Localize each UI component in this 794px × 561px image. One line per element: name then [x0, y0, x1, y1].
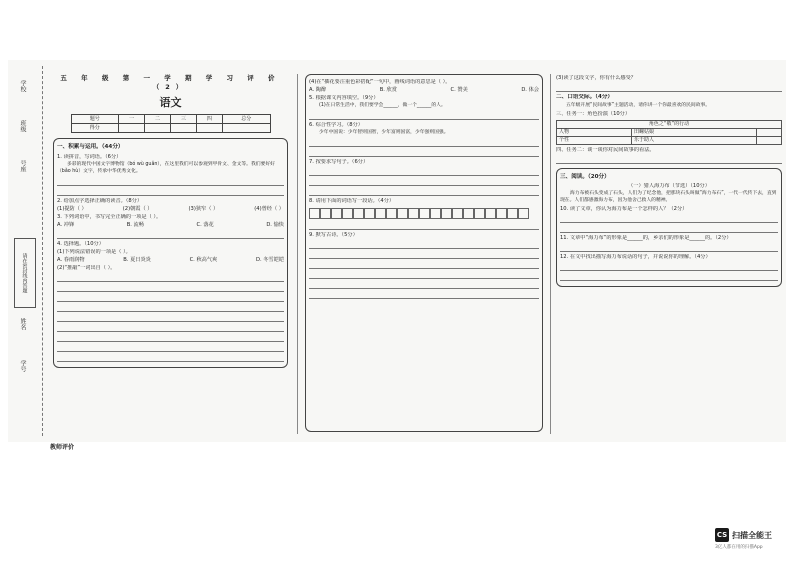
reading-title: （一）猎人海力布（节选）（10分）	[628, 183, 710, 190]
section-3-title: 三、阅读。（20分）	[560, 173, 610, 180]
option[interactable]: A. 陶醉	[309, 87, 327, 94]
answer-line[interactable]	[560, 244, 778, 252]
question-3-options	[57, 222, 284, 229]
answer-line[interactable]	[309, 281, 539, 289]
answer-line[interactable]	[309, 222, 539, 230]
reading-passage: 海力布被石头变成了石头，人们为了纪念他，把那块石头叫做“海力布石”，一代一代传下去，直到现在。人们都感激海力布，因为他舍己救人的精神。	[560, 191, 777, 204]
question-1: 1. 读拼音，写词语。（6分）	[57, 153, 122, 160]
answer-line[interactable]	[57, 294, 284, 302]
answer-line[interactable]	[57, 314, 284, 322]
column-3	[556, 74, 782, 436]
watermark-name: 扫描全能王	[732, 530, 772, 540]
question-15: 10. 读了文章，你认为海力布是一个怎样的人？（2分）	[560, 206, 688, 213]
table-cell: 个性	[557, 136, 632, 144]
score-cell: 一	[119, 115, 145, 124]
score-cell	[145, 124, 171, 133]
section-oral-title: 二、口语交际。（4分）	[556, 94, 614, 101]
question-8: 7. 按要求写句子。（6分）	[309, 158, 369, 165]
option[interactable]: (4)曾经（ ）	[254, 205, 284, 212]
answer-line[interactable]	[57, 231, 284, 239]
answer-line[interactable]	[560, 225, 778, 233]
table-cell[interactable]	[756, 136, 781, 144]
answer-line[interactable]	[57, 304, 284, 312]
score-cell: 三	[170, 115, 196, 124]
score-cell	[222, 124, 270, 133]
answer-line[interactable]	[309, 149, 539, 157]
score-cell: 总分	[222, 115, 270, 124]
answer-line[interactable]	[309, 112, 539, 120]
side-label-school: 学校	[19, 80, 26, 92]
question-4: 4. 选择题。（10分）	[57, 240, 104, 247]
question-17: 12. 在文中找出描写海力布说话的句子，并说说你的理解。（4分）	[560, 254, 711, 261]
question-2-items	[57, 206, 284, 213]
option[interactable]: A. 冲锋	[57, 221, 75, 228]
answer-line[interactable]	[309, 251, 539, 259]
question-10: 9. 默写古诗。（5分）	[309, 232, 358, 238]
question-4-2: (2)“推敲”一词出自（ ）。	[57, 264, 116, 271]
score-table	[71, 114, 271, 133]
option[interactable]: A. 春雨润物	[57, 256, 85, 263]
side-label-seat: 号座	[19, 160, 26, 172]
question-14: 四、任务二：谈一谈你对民间故事的看法。	[556, 146, 655, 153]
character-table	[556, 120, 782, 145]
answer-line[interactable]	[57, 354, 284, 362]
answer-line[interactable]	[57, 324, 284, 332]
side-label-number: 学号	[19, 360, 26, 372]
score-cell: 得分	[71, 124, 119, 133]
option[interactable]: C. 落花	[196, 221, 214, 228]
section-1	[53, 138, 288, 368]
answer-line[interactable]	[309, 168, 539, 176]
character-table-header: 角色之“敬”的行动	[557, 120, 782, 128]
column-divider	[297, 74, 298, 434]
question-11: (3)读了这段文字，你有什么感受？	[556, 75, 636, 81]
score-cell	[196, 124, 222, 133]
answer-line[interactable]	[57, 274, 284, 282]
answer-line[interactable]	[560, 263, 778, 271]
question-13: 三、任务一：角色扮演（10分）	[556, 110, 631, 117]
answer-line[interactable]	[309, 241, 539, 249]
writing-grid[interactable]	[309, 208, 539, 219]
question-2: 2. 给加点字选择正确的读音。（8分）	[57, 197, 143, 204]
option[interactable]: (1)提防（ ）	[57, 205, 87, 212]
camscanner-icon: CS	[715, 528, 729, 542]
option[interactable]: (3)狭窄（ ）	[188, 205, 219, 212]
score-cell: 二	[145, 115, 171, 124]
question-6: 5. 根据课文内容填空。（9分）	[309, 95, 379, 102]
scanner-watermark	[715, 528, 772, 542]
answer-line[interactable]	[556, 156, 782, 164]
question-5-options	[309, 87, 539, 94]
answer-line[interactable]	[560, 215, 778, 223]
option[interactable]: B. 流畅	[126, 221, 144, 228]
question-1-text: 多彩的现代中国文字博物馆（bó wù guǎn），在这里我们可以参观到甲骨文、金文等。我们要好好（bǎo hù）文字，传承中华优秀文化。	[57, 161, 275, 174]
side-label-class: 班级	[19, 120, 26, 132]
question-9: 8. 请用下面的词语写一段话。（4分）	[309, 197, 395, 204]
table-cell[interactable]	[756, 128, 781, 136]
table-cell: 乐于助人	[632, 136, 757, 144]
section-3	[556, 168, 782, 288]
question-6-text: (1)在日常生活中，我们要学会______，做一个______的人。	[319, 103, 446, 109]
score-cell: 四	[196, 115, 222, 124]
option[interactable]: D. 冬雪皑皑	[255, 256, 284, 263]
column-1	[53, 74, 288, 436]
answer-line[interactable]	[57, 344, 284, 352]
binding-margin	[8, 60, 48, 442]
answer-line[interactable]	[57, 284, 284, 292]
subject-title: 语文	[159, 95, 182, 109]
option[interactable]: B. 夏日炎炎	[123, 256, 151, 263]
table-cell: 人物	[557, 128, 632, 136]
side-label-name: 姓名	[19, 318, 26, 330]
answer-line[interactable]	[309, 271, 539, 279]
answer-line[interactable]	[57, 178, 284, 186]
answer-line[interactable]	[57, 188, 284, 196]
watermark-subtitle: 3亿人都在用的扫描App	[715, 545, 763, 550]
sealed-line-box: 请在密封线内答题	[14, 238, 36, 308]
seal-dashed-line	[42, 66, 43, 436]
section-1-title: 一、积累与运用。（44分）	[57, 144, 124, 151]
answer-line[interactable]	[57, 334, 284, 342]
question-4-options	[57, 257, 284, 264]
answer-line[interactable]	[309, 139, 539, 147]
option[interactable]: B. 欣赏	[379, 87, 397, 94]
section-2	[305, 74, 543, 432]
question-3: 3. 下列词语中，书写完全正确的一项是（ ）。	[57, 213, 162, 220]
score-cell: 题号	[71, 115, 119, 124]
question-5: (4)在“插花要注重色彩搭配”一句中，画线词语的意思是（ ）。	[309, 79, 451, 85]
answer-line[interactable]	[309, 291, 539, 299]
option[interactable]: C. 秋高气爽	[189, 256, 218, 263]
table-cell: 田螺姑娘	[632, 128, 757, 136]
question-4-1: (1)下列说法错误的一项是（ ）。	[57, 248, 131, 255]
column-2	[305, 74, 543, 436]
answer-line[interactable]	[309, 261, 539, 269]
answer-line[interactable]	[560, 273, 778, 281]
answer-line[interactable]	[309, 188, 539, 196]
question-7-text: 少年中国说：少年智则国智，少年富则国富，少年强则国强。	[319, 130, 449, 136]
question-7: 6. 综合性学习。（8分）	[309, 122, 363, 128]
exam-sheet	[8, 60, 786, 442]
section-oral-text: 五年级开展“民间故事”主题活动，请你讲一个你最喜欢的民间故事。	[566, 102, 711, 108]
column-divider	[550, 74, 551, 434]
teacher-evaluation-label: 教师评价	[50, 444, 75, 451]
option[interactable]: C. 赞美	[450, 87, 468, 94]
option[interactable]: D. 愉快	[266, 221, 284, 228]
score-cell	[119, 124, 145, 133]
answer-line[interactable]	[556, 84, 782, 92]
option[interactable]: D. 体会	[521, 87, 539, 94]
option[interactable]: (2)朝霞（ ）	[122, 205, 153, 212]
question-16: 11. 文章中“海力布”的形象是______的，乡亲们的形象是______的。（2分）	[560, 235, 732, 242]
score-cell	[170, 124, 196, 133]
exam-header: 五 年 级 第 一 学 期 学 习 评 价 （2）	[60, 74, 281, 91]
answer-line[interactable]	[309, 178, 539, 186]
